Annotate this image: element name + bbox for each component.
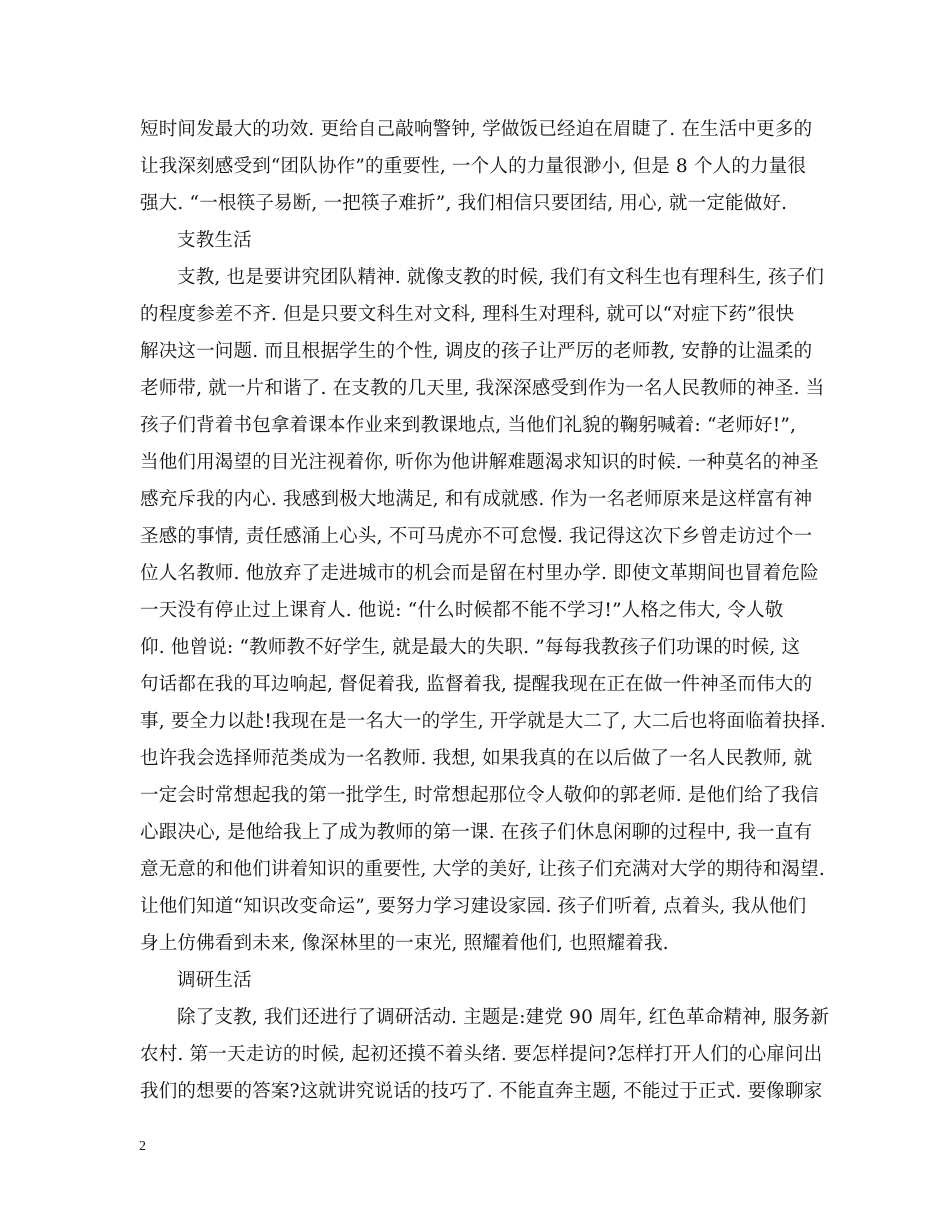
text-line: 也许我会选择师范类成为一名教师. 我想, 如果我真的在以后做了一名人民教师, 就 <box>140 748 813 769</box>
text-line: 强大. “一根筷子易断, 一把筷子难折”, 我们相信只要团结, 用心, 就一定能做好. <box>140 193 788 214</box>
text-line: 一定会时常想起我的第一批学生, 时常想起那位令人敬仰的郭老师. 是他们给了我信 <box>140 785 819 806</box>
text-line: 除了支教, 我们还进行了调研活动. 主题是:建党 90 周年, 红色革命精神, 服务新 <box>177 1007 830 1028</box>
text-line: 短时间发最大的功效. 更给自己敲响警钟, 学做饭已经迫在眉睫了. 在生活中更多的 <box>140 119 813 140</box>
page-number: 2 <box>139 1139 146 1154</box>
text-line: 身上仿佛看到未来, 像深林里的一束光, 照耀着他们, 也照耀着我. <box>140 933 669 954</box>
text-line: 让我深刻感受到“团队协作”的重要性, 一个人的力量很渺小, 但是 8 个人的力量很 <box>140 156 807 177</box>
text-line: 仰. 他曾说: “教师教不好学生, 就是最大的失职. ”每每我教孩子们功课的时候, 这 <box>140 637 801 658</box>
text-line: 老师带, 就一片和谐了. 在支教的几天里, 我深深感受到作为一名人民教师的神圣. 当 <box>140 378 825 399</box>
text-line: 圣感的事情, 责任感涌上心头, 不可马虎亦不可怠慢. 我记得这次下乡曾走访过个一 <box>140 526 813 547</box>
text-line: 位人名教师. 他放弃了走进城市的机会而是留在村里办学. 即使文革期间也冒着危险 <box>140 563 819 584</box>
text-line: 句话都在我的耳边响起, 督促着我, 监督着我, 提醒我现在正在做一件神圣而伟大的 <box>140 674 813 695</box>
text-line: 农村. 第一天走访的时候, 起初还摸不着头绪. 要怎样提问?怎样打开人们的心扉问出 <box>140 1044 823 1065</box>
text-line: 支教, 也是要讲究团队精神. 就像支教的时候, 我们有文科生也有理科生, 孩子们 <box>177 267 825 288</box>
text-line: 一天没有停止过上课育人. 他说: “什么时候都不能不学习!”人格之伟大, 令人敬 <box>140 600 784 621</box>
text-line: 感充斥我的内心. 我感到极大地满足, 和有成就感. 作为一名老师原来是这样富有神 <box>140 489 813 510</box>
text-line: 当他们用渴望的目光注视着你, 听你为他讲解难题渴求知识的时候. 一种莫名的神圣 <box>140 452 819 473</box>
text-line: 事, 要全力以赴!我现在是一名大一的学生, 开学就是大二了, 大二后也将面临着抉择. <box>140 711 827 732</box>
text-line: 意无意的和他们讲着知识的重要性, 大学的美好, 让孩子们充满对大学的期待和渴望. <box>140 859 825 880</box>
text-line: 心跟决心, 是他给我上了成为教师的第一课. 在孩子们休息闲聊的过程中, 我一直有 <box>140 822 813 843</box>
section-heading: 支教生活 <box>177 230 252 251</box>
text-line: 孩子们背着书包拿着课本作业来到教课地点, 当他们礼貌的鞠躬喊着: “老师好!”, <box>140 415 797 436</box>
text-line: 我们的想要的答案?这就讲究说话的技巧了. 不能直奔主题, 不能过于正式. 要像聊家 <box>140 1081 823 1102</box>
text-line: 解决这一问题. 而且根据学生的个性, 调皮的孩子让严厉的老师教, 安静的让温柔的 <box>140 341 813 362</box>
text-line: 的程度参差不齐. 但是只要文科生对文科, 理科生对理科, 就可以“对症下药”很快 <box>140 304 795 325</box>
section-heading: 调研生活 <box>177 970 252 991</box>
text-line: 让他们知道“知识改变命运”, 要努力学习建设家园. 孩子们听着, 点着头, 我从他们 <box>140 896 807 917</box>
